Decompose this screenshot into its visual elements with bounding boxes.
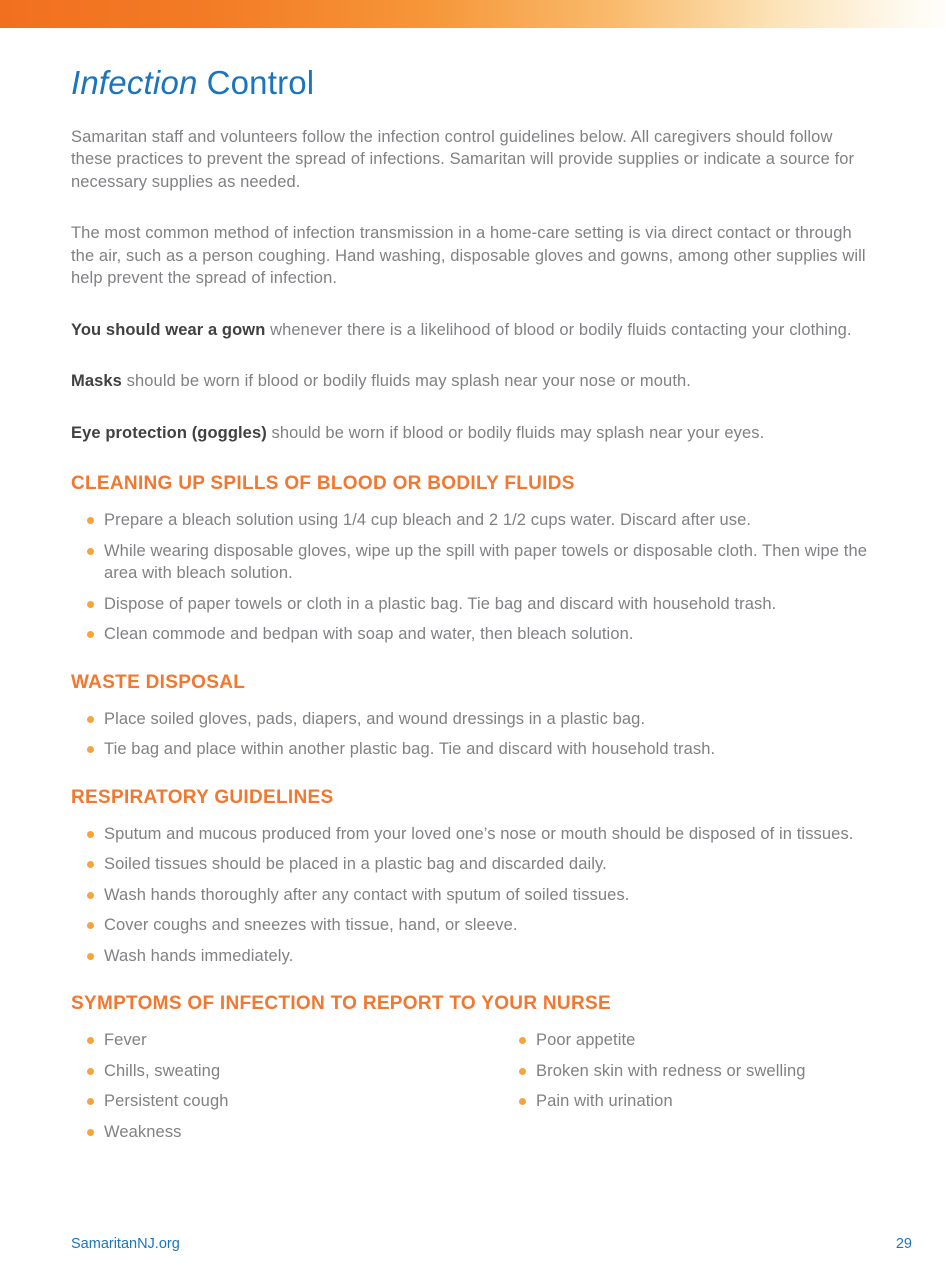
- symptoms-column-left: [71, 1029, 503, 1151]
- list-item-text: Persistent cough: [104, 1092, 229, 1111]
- list-item-text: Broken skin with redness or swelling: [536, 1061, 806, 1080]
- list-item: [71, 593, 875, 616]
- list-item-text: Poor appetite: [536, 1031, 636, 1050]
- list-item-text: Fever: [104, 1031, 147, 1050]
- symptoms-columns: [71, 1029, 875, 1177]
- bullet-icon: [87, 861, 94, 868]
- bullet-icon: [87, 953, 94, 960]
- list-item: [71, 509, 875, 532]
- lead-paragraph-gown: [71, 319, 875, 342]
- section-heading-cleaning-spills: CLEANING UP SPILLS OF BLOOD OR BODILY FLUIDS: [71, 473, 575, 495]
- bullet-icon: [519, 1037, 526, 1044]
- list-item-text: Place soiled gloves, pads, diapers, and wound dressings in a plastic bag.: [104, 709, 646, 728]
- bullet-icon: [87, 831, 94, 838]
- list-item: [503, 1060, 875, 1083]
- bullet-list-cleaning-spills: [71, 509, 875, 646]
- list-item-text: Cover coughs and sneezes with tissue, hand, or sleeve.: [104, 916, 518, 935]
- list-item-text: Soiled tissues should be placed in a plastic bag and discarded daily.: [104, 855, 607, 874]
- bullet-icon: [87, 746, 94, 753]
- bullet-icon: [87, 517, 94, 524]
- list-item: [71, 1121, 503, 1144]
- bullet-list-waste-disposal: [71, 708, 875, 761]
- bullet-icon: [87, 716, 94, 723]
- list-item: [71, 708, 875, 731]
- page-content: [0, 64, 946, 1177]
- list-item: [71, 853, 875, 876]
- bullet-icon: [87, 1037, 94, 1044]
- section-heading-symptoms: SYMPTOMS OF INFECTION TO REPORT TO YOUR NURSE: [71, 993, 611, 1015]
- list-item: [71, 914, 875, 937]
- list-item: [71, 1090, 503, 1113]
- list-item: [71, 738, 875, 761]
- page-footer: [71, 1236, 912, 1252]
- intro-paragraph: The most common method of infection transmission in a home-care setting is via direct contact or through the air, such as a person coughing. Hand washing, disposable gloves and gowns, among other supplies will help prevent the spread of infection.: [71, 224, 866, 288]
- page-number: 29: [895, 1236, 912, 1252]
- list-item: [503, 1090, 875, 1113]
- section-heading-respiratory: RESPIRATORY GUIDELINES: [71, 786, 334, 808]
- page-title: [71, 64, 875, 102]
- list-item-text: Tie bag and place within another plastic bag. Tie and discard with household trash.: [104, 740, 716, 759]
- section-heading-waste-disposal: WASTE DISPOSAL: [71, 671, 246, 693]
- lead-rest-text: should be worn if blood or bodily fluids may splash near your nose or mouth.: [121, 372, 691, 391]
- list-item: [71, 823, 875, 846]
- lead-bold-text: You should wear a gown: [71, 320, 266, 339]
- list-item-text: Pain with urination: [536, 1092, 673, 1111]
- bullet-icon: [87, 601, 94, 608]
- bullet-icon: [87, 1068, 94, 1075]
- lead-rest-text: should be worn if blood or bodily fluids may splash near your eyes.: [266, 423, 765, 442]
- list-item-text: Chills, sweating: [104, 1061, 221, 1080]
- list-item: [71, 540, 875, 585]
- list-item-text: While wearing disposable gloves, wipe up the spill with paper towels or disposable cloth. Then wipe the area with bleach solution.: [104, 541, 867, 583]
- bullet-icon: [87, 892, 94, 899]
- website-link[interactable]: SamaritanNJ.org: [71, 1236, 180, 1252]
- list-item-text: Sputum and mucous produced from your loved one’s nose or mouth should be disposed of in tissues.: [104, 824, 854, 843]
- page-title-regular: Control: [206, 64, 315, 101]
- bullet-icon: [87, 548, 94, 555]
- bullet-icon: [519, 1098, 526, 1105]
- list-item: [503, 1029, 875, 1052]
- lead-paragraph-eye-protection: [71, 422, 875, 445]
- lead-bold-text: Masks: [71, 372, 122, 391]
- header-gradient-bar: [0, 0, 946, 28]
- list-item: [71, 884, 875, 907]
- bullet-list-respiratory: [71, 823, 875, 968]
- bullet-icon: [87, 1129, 94, 1136]
- intro-paragraph: Samaritan staff and volunteers follow the infection control guidelines below. All caregivers should follow these practices to prevent the spread of infections. Samaritan will provide supplies or indicate a source for necessary supplies as needed.: [71, 127, 855, 191]
- lead-bold-text: Eye protection (goggles): [71, 423, 267, 442]
- list-item-text: Weakness: [104, 1122, 182, 1141]
- list-item: [71, 623, 875, 646]
- bullet-icon: [519, 1068, 526, 1075]
- list-item-text: Wash hands thoroughly after any contact with sputum of soiled tissues.: [104, 885, 630, 904]
- list-item: [71, 1060, 503, 1083]
- list-item: [71, 1029, 503, 1052]
- symptoms-column-right: [503, 1029, 875, 1151]
- page-title-italic: Infection: [71, 64, 198, 101]
- list-item-text: Prepare a bleach solution using 1/4 cup bleach and 2 1/2 cups water. Discard after use.: [104, 511, 752, 530]
- list-item-text: Dispose of paper towels or cloth in a plastic bag. Tie bag and discard with household trash.: [104, 594, 777, 613]
- bullet-icon: [87, 1098, 94, 1105]
- bullet-icon: [87, 922, 94, 929]
- list-item-text: Clean commode and bedpan with soap and water, then bleach solution.: [104, 625, 634, 644]
- list-item-text: Wash hands immediately.: [104, 946, 294, 965]
- list-item: [71, 945, 875, 968]
- lead-paragraph-masks: [71, 370, 875, 393]
- bullet-icon: [87, 631, 94, 638]
- lead-rest-text: whenever there is a likelihood of blood or bodily fluids contacting your clothing.: [265, 320, 852, 339]
